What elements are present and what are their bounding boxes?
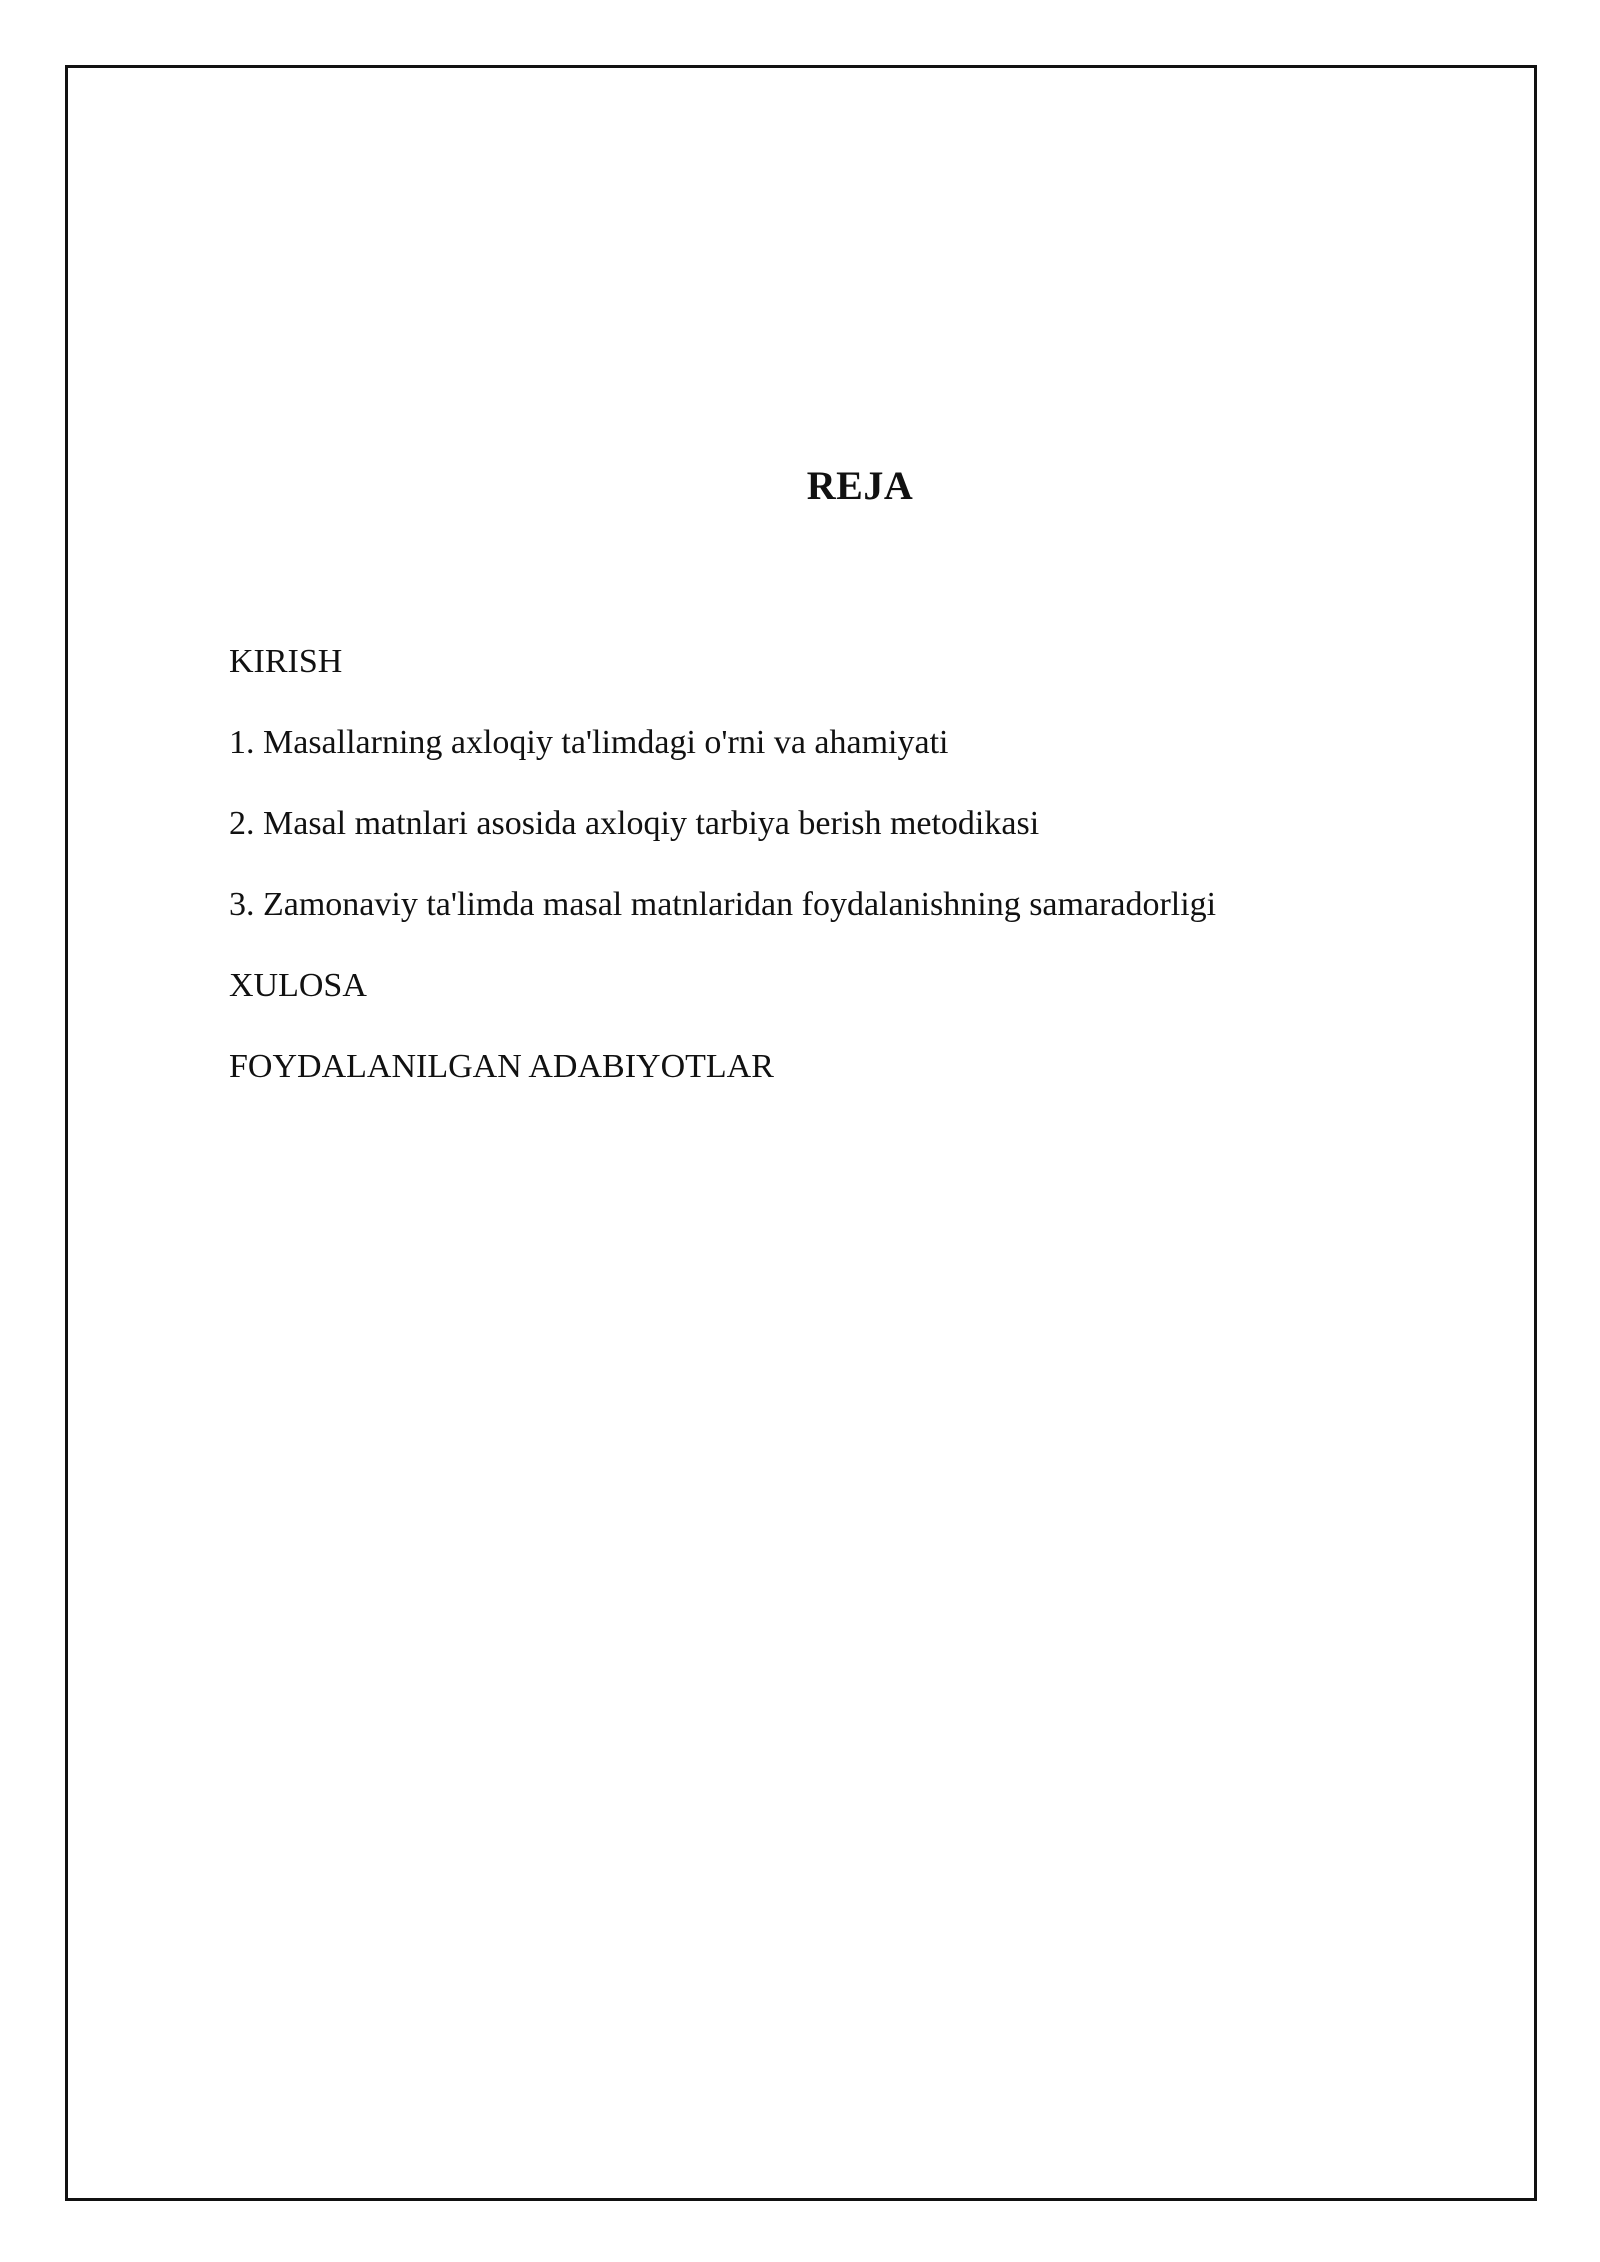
plan-item-1: 1. Masallarning axloqiy ta'limdagi o'rni va ahamiyati: [229, 724, 949, 761]
plan-list: [229, 642, 1216, 1128]
page-title: REJA: [806, 463, 914, 508]
plan-item-conclusion: XULOSA: [229, 967, 367, 1004]
plan-item-references: FOYDALANILGAN ADABIYOTLAR: [229, 1048, 774, 1085]
plan-item-2: 2. Masal matnlari asosida axloqiy tarbiya berish metodikasi: [229, 805, 1040, 842]
plan-item-introduction: KIRISH: [229, 643, 343, 680]
plan-item-3: 3. Zamonaviy ta'limda masal matnlaridan foydalanishning samaradorligi: [229, 886, 1217, 923]
page-border: [65, 65, 1537, 2201]
